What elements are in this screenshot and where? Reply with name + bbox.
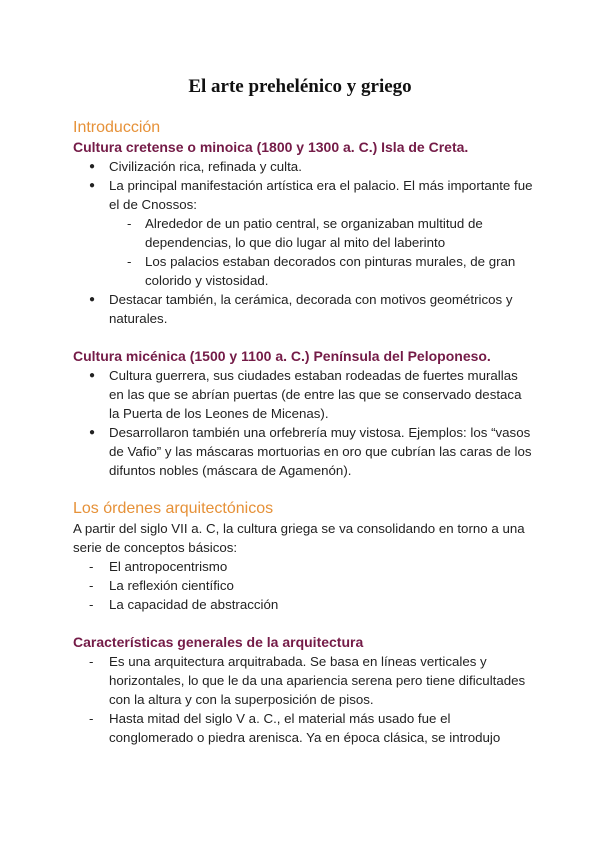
bullet-marker: ●: [89, 370, 96, 381]
spacer: [73, 614, 533, 633]
subheading-cultura-micenica: Cultura micénica (1500 y 1100 a. C.) Península del Peloponeso.: [73, 348, 491, 364]
cnossos-sublist: [109, 214, 533, 290]
section-heading-introduccion: Introducción: [73, 119, 161, 136]
subheading-cultura-cretense: Cultura cretense o minoica (1800 y 1300 a. C.) Isla de Creta.: [73, 139, 469, 155]
dash-marker: -: [89, 654, 94, 669]
list-item: - Alrededor de un patio central, se organizaban multitud de dependencias, lo que dio lugar al mito del laberinto: [127, 216, 483, 250]
bullet-marker: ●: [89, 161, 96, 172]
list-item: - Hasta mitad del siglo V a. C., el material más usado fue el conglomerado o piedra arenisca. Ya en época clásica, se introdujo: [89, 711, 501, 745]
page-title: El arte prehelénico y griego: [188, 76, 412, 97]
dash-marker: -: [89, 711, 94, 726]
dash-marker: -: [89, 597, 94, 612]
list-item: - La reflexión científico: [89, 578, 234, 593]
list-item: - El antropocentrismo: [89, 559, 228, 574]
dash-marker: -: [89, 559, 94, 574]
bullet-marker: ●: [89, 180, 96, 191]
bullet-marker: ●: [89, 427, 96, 438]
subheading-caracteristicas: Características generales de la arquitectura: [73, 634, 364, 650]
list-item: ● Cultura guerrera, sus ciudades estaban rodeadas de fuertes murallas en las que se abrían puertas (de entre las que se conservado destaca la Puerta de los Leones de Micenas).: [89, 368, 522, 421]
spacer: [73, 480, 533, 499]
dash-marker: -: [89, 578, 94, 593]
caracteristicas-list: [73, 652, 533, 747]
list-item: ● Desarrollaron también una orfebrería muy vistosa. Ejemplos: los “vasos de Vafio” y las máscaras mortuorias en oro que cubrían las caras de los difuntos nobles (máscara de Agamenón).: [89, 425, 532, 478]
list-item: ● Civilización rica, refinada y culta.: [89, 159, 302, 174]
section-heading-ordenes: Los órdenes arquitectónicos: [73, 500, 274, 517]
list-item: - La capacidad de abstracción: [89, 597, 279, 612]
micenica-list: [73, 366, 533, 480]
list-item: ● La principal manifestación artística era el palacio. El más importante fue el de Cnossos: - Alrededor de un patio central, se organizaban multitud de dependencias, lo que dio lugar al mito del laberinto - Los palacios estaban decorados con pinturas murales, de gran colorido y vistosidad.: [89, 178, 533, 288]
ordenes-list: [73, 557, 533, 614]
list-item: - Es una arquitectura arquitrabada. Se basa en líneas verticales y horizontales, lo que le da una apariencia serena pero tiene dificultades con la altura y con la superposición de pisos.: [89, 654, 526, 707]
document-body: [73, 118, 533, 747]
list-item: - Los palacios estaban decorados con pinturas murales, de gran colorido y vistosidad.: [127, 254, 516, 288]
bullet-marker: ●: [89, 294, 96, 305]
cretense-list: [73, 157, 533, 328]
dash-marker: -: [127, 254, 132, 269]
list-item: ● Destacar también, la cerámica, decorada con motivos geométricos y naturales.: [89, 292, 513, 326]
spacer: [73, 328, 533, 347]
ordenes-paragraph: A partir del siglo VII a. C, la cultura griega se va consolidando en torno a una serie de conceptos básicos:: [73, 521, 525, 555]
dash-marker: -: [127, 216, 132, 231]
